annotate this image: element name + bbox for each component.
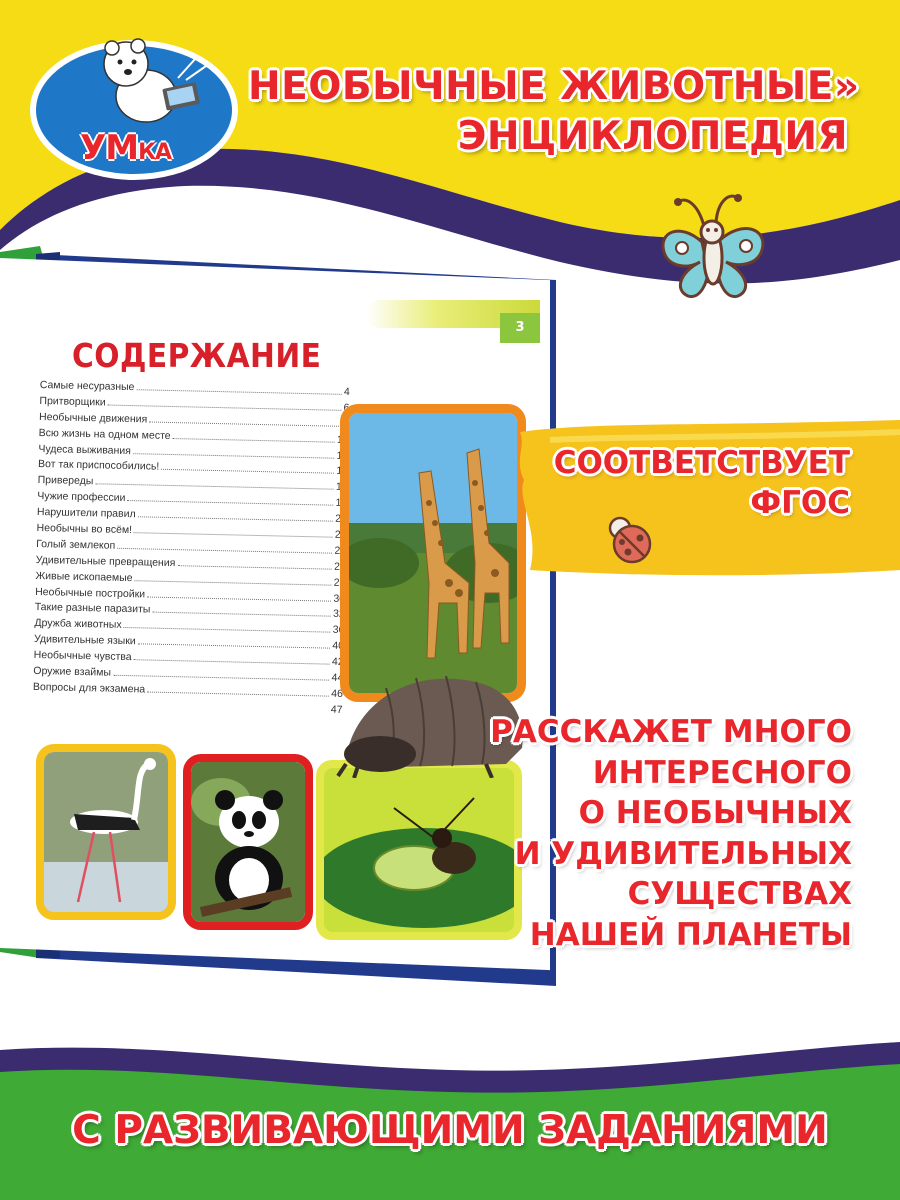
butterfly-icon xyxy=(650,182,780,312)
toc-entry-title: Необычны во всём! xyxy=(36,521,133,537)
toc-entry-page: 30 xyxy=(333,592,346,605)
toc-entry-page: 10 xyxy=(336,433,349,446)
toc-entry-page: 28 xyxy=(333,576,346,589)
fgos-line-2: ФГОС xyxy=(750,485,850,521)
toc-leader-dots xyxy=(113,675,330,681)
toc-entry-title: Привереды xyxy=(37,474,94,488)
description-line: И УДИВИТЕЛЬНЫХ xyxy=(514,835,852,872)
toc-entry-page: 32 xyxy=(332,608,345,621)
description-line: РАССКАЖЕТ МНОГО xyxy=(490,714,852,750)
toc-entry-title: Голый землекоп xyxy=(36,537,116,552)
fgos-line-1: СООТВЕТСТВУЕТ xyxy=(553,445,850,481)
toc-entry-page: 20 xyxy=(335,512,348,526)
toc-entry-page: 16 xyxy=(335,481,348,494)
toc-leader-dots xyxy=(138,644,331,649)
toc-entry-title: Самые несуразные xyxy=(39,378,135,394)
toc-entry-page: 42 xyxy=(331,655,344,669)
toc-entry-page: 46 xyxy=(331,687,344,700)
toc-leader-dots xyxy=(147,691,329,696)
toc-leader-dots xyxy=(108,404,342,410)
toc-leader-dots xyxy=(134,532,333,538)
headline xyxy=(248,62,860,162)
toc-entry-title: Чудеса выживания xyxy=(38,442,132,457)
page-number: 3 xyxy=(500,313,540,343)
toc-entry-page: 8 xyxy=(343,417,350,430)
toc-entry-title: Дружба животных xyxy=(34,617,122,632)
toc-leader-dots xyxy=(147,596,331,601)
toc-leader-dots xyxy=(136,389,341,395)
description-line: О НЕОБЫЧНЫХ xyxy=(578,795,852,831)
toc-leader-dots xyxy=(124,627,331,633)
toc-leader-dots xyxy=(173,438,335,443)
toc-entry-title: Нарушители правил xyxy=(36,506,136,521)
toc-entry-title: Всю жизнь на одном месте xyxy=(38,426,171,442)
toc-leader-dots xyxy=(133,453,335,459)
toc-entry-page: 6 xyxy=(343,401,350,414)
toc-leader-dots xyxy=(152,612,331,617)
toc-entry-title: Живые ископаемые xyxy=(35,569,133,584)
toc-entry-page: 18 xyxy=(335,496,348,510)
toc-leader-dots xyxy=(138,516,334,521)
toc-entry-page: 40 xyxy=(332,639,345,653)
fgos-badge xyxy=(520,443,850,523)
toc-entry-title: Удивительные превращения xyxy=(35,553,176,569)
toc-leader-dots xyxy=(134,659,330,664)
toc-leader-dots xyxy=(135,580,332,585)
toc-entry-title: Притворщики xyxy=(39,394,106,409)
headline-line-2: ЭНЦИКЛОПЕДИЯ xyxy=(457,114,848,159)
description-line: СУЩЕСТВАХ xyxy=(627,876,852,912)
toc-entry-title: Вопросы для экзамена xyxy=(32,680,146,696)
toc-entry-title: Чужие профессии xyxy=(37,490,126,505)
toc-entry-page: 14 xyxy=(336,465,349,478)
toc-entry-title: Необычные движения xyxy=(38,410,148,426)
footer-text: С РАЗВИВАЮЩИМИ ЗАДАНИЯМИ xyxy=(72,1108,828,1153)
giraffes-photo xyxy=(340,404,526,702)
toc-entry-title: Такие разные паразиты xyxy=(34,601,151,617)
toc-title: СОДЕРЖАНИЕ xyxy=(72,336,322,375)
ladybug-icon xyxy=(600,512,658,566)
toc-entry-page: 47 xyxy=(330,703,343,716)
toc-entry-page: 22 xyxy=(334,528,347,542)
toc-leader-dots xyxy=(161,469,334,474)
toc-entry-page: 4 xyxy=(343,385,350,399)
toc-entry-title: Удивительные языки xyxy=(33,633,136,648)
description-text xyxy=(470,712,852,955)
umka-logo xyxy=(28,18,240,182)
toc-entry-title: Вот так приспособились! xyxy=(37,458,160,474)
logo-text: УМКА xyxy=(80,128,172,168)
toc-entry-title: Оружие взаймы xyxy=(33,664,112,679)
toc-entry-page: 44 xyxy=(331,671,344,684)
toc-entry-page: 24 xyxy=(334,544,347,557)
toc-entry-page: 26 xyxy=(333,560,346,573)
toc-leader-dots xyxy=(177,565,332,570)
description-line: НАШЕЙ ПЛАНЕТЫ xyxy=(529,916,852,953)
description-line: ИНТЕРЕСНОГО xyxy=(592,754,852,791)
panda-photo xyxy=(183,754,313,930)
toc-leader-dots xyxy=(95,484,334,490)
headline-line-1: НЕОБЫЧНЫЕ ЖИВОТНЫЕ» xyxy=(248,64,860,109)
toc-entry-page: 12 xyxy=(336,449,349,462)
toc-entry-title: Необычные постройки xyxy=(35,585,146,601)
toc-leader-dots xyxy=(149,421,341,426)
toc-leader-dots xyxy=(127,500,333,506)
toc-entry-title: Необычные чувства xyxy=(33,649,132,664)
toc-leader-dots xyxy=(117,548,332,554)
stilt-bird-photo xyxy=(36,744,176,920)
table-of-contents xyxy=(32,378,349,719)
toc-entry-page: 36 xyxy=(332,624,345,637)
